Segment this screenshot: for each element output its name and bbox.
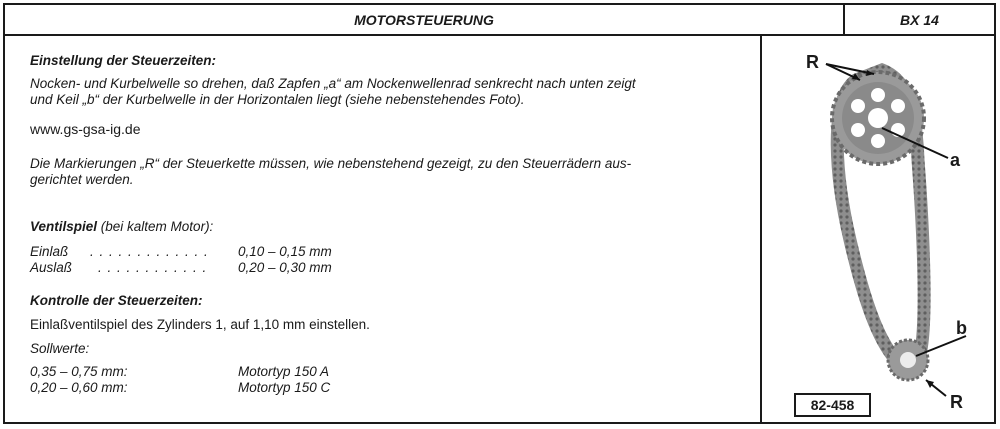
valve-clearance-heading-rest: (bei kaltem Motor): <box>97 219 214 234</box>
timing-text-line-2: und Keil „b“ der Kurbelwelle in der Horizontalen liegt (siehe nebenstehendes Foto). <box>30 92 525 107</box>
model-code: BX 14 <box>845 5 994 36</box>
column-divider <box>760 36 762 422</box>
figure-code: 82-458 <box>794 393 871 417</box>
label-b: b <box>956 318 967 338</box>
valve-row-value: 0,20 – 0,30 mm <box>238 260 332 275</box>
valve-row-label: Einlaß <box>30 244 69 259</box>
valve-row-label: Auslaß <box>30 260 73 275</box>
sollwert-range: 0,20 – 0,60 mm: <box>30 380 128 395</box>
label-a: a <box>950 150 961 170</box>
sollwerte-label: Sollwerte: <box>30 341 90 356</box>
valve-row-dots: . . . . . . . . . . . . . <box>90 244 209 259</box>
website-url: www.gs-gsa-ig.de <box>30 121 141 137</box>
control-heading: Kontrolle der Steuerzeiten: <box>30 293 203 308</box>
sollwert-engine-type: Motortyp 150 C <box>238 380 331 395</box>
valve-clearance-heading-bold: Ventilspiel <box>30 219 98 234</box>
valve-row-dots: . . . . . . . . . . . . <box>98 260 208 275</box>
timing-text-line-1: Nocken- und Kurbelwelle so drehen, daß Zapfen „a“ am Nockenwellenrad senkrecht nach unten zeigt <box>30 76 636 91</box>
page-title: MOTORSTEUERUNG <box>5 5 845 36</box>
valve-row-value: 0,10 – 0,15 mm <box>238 244 332 259</box>
chain-marking-line-2: gerichtet werden. <box>30 172 134 187</box>
chain-marking-line-1: Die Markierungen „R“ der Steuerkette müssen, wie nebenstehend gezeigt, zu den Steuerrädern aus- <box>30 156 632 171</box>
valve-clearance-heading <box>30 219 213 235</box>
timing-heading: Einstellung der Steuerzeiten: <box>30 53 217 68</box>
control-instruction: Einlaßventilspiel des Zylinders 1, auf 1,10 mm einstellen. <box>30 317 370 332</box>
sollwert-range: 0,35 – 0,75 mm: <box>30 364 128 379</box>
label-R-top: R <box>806 52 819 72</box>
label-R-bottom: R <box>950 392 963 412</box>
sollwert-engine-type: Motortyp 150 A <box>238 364 330 379</box>
timing-chain-photo <box>778 40 988 420</box>
